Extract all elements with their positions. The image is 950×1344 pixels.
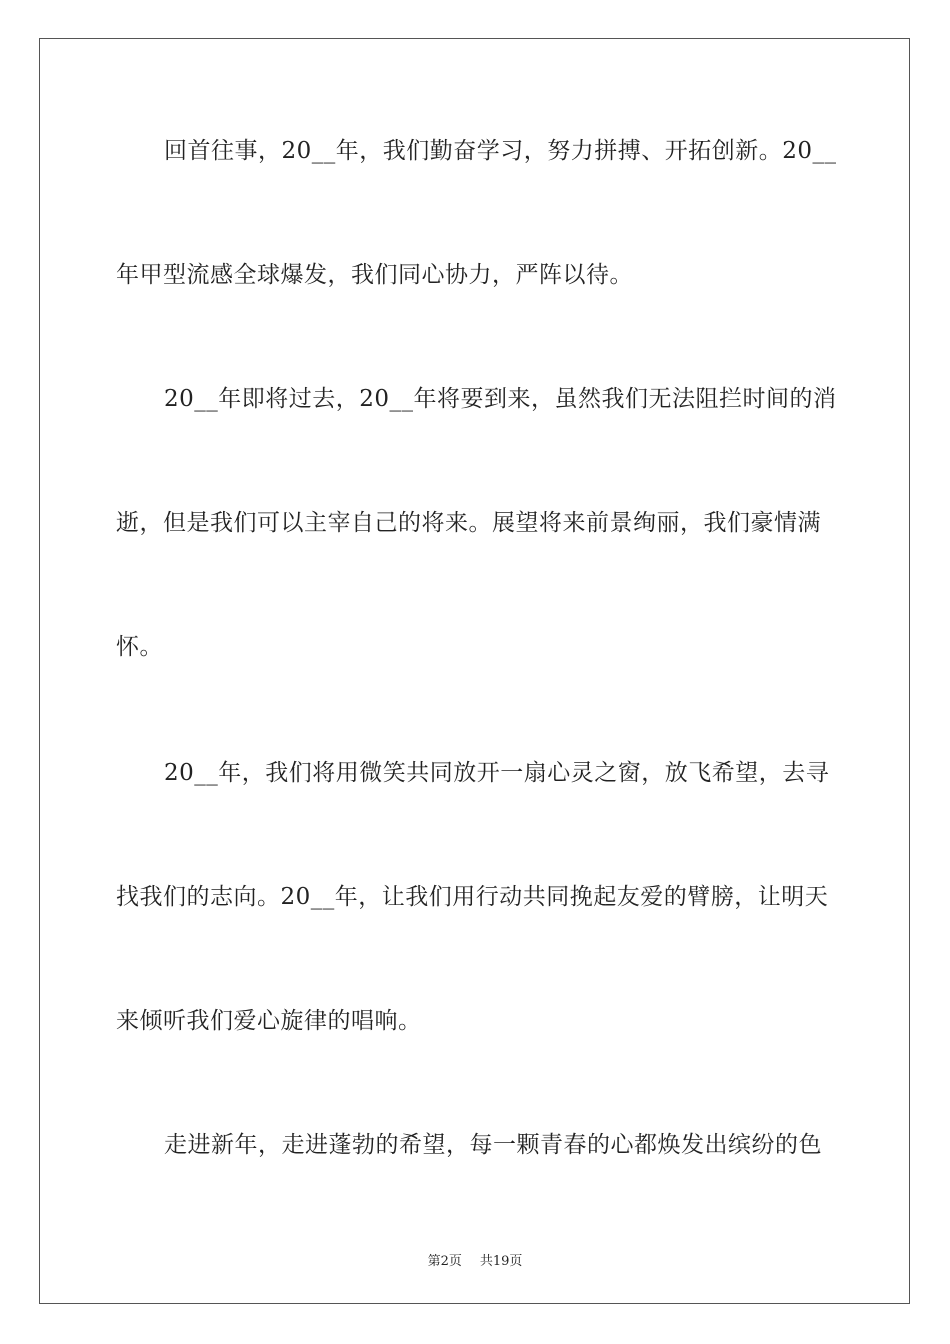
paragraph-line: 20__年，我们将用微笑共同放开一扇心灵之窗，放飞希望，去寻 — [164, 760, 830, 786]
paragraph-line: 回首往事，20__年，我们勤奋学习，努力拼搏、开拓创新。20__ — [164, 138, 837, 164]
paragraph-line: 20__年即将过去，20__年将要到来，虽然我们无法阻拦时间的消 — [164, 386, 837, 412]
paragraph-line: 找我们的志向。20__年，让我们用行动共同挽起友爱的臂膀，让明天 — [116, 884, 829, 910]
paragraph-line: 来倾听我们爱心旋律的唱响。 — [116, 1008, 422, 1034]
paragraph-line: 年甲型流感全球爆发，我们同心协力，严阵以待。 — [116, 262, 633, 288]
page-footer — [0, 1250, 950, 1269]
paragraph-line: 逝，但是我们可以主宰自己的将来。展望将来前景绚丽，我们豪情满 — [116, 510, 821, 536]
paragraph-line: 走进新年，走进蓬勃的希望，每一颗青春的心都焕发出缤纷的色 — [164, 1132, 822, 1158]
page-frame — [39, 38, 910, 1304]
page-total: 共19页 — [479, 1254, 523, 1269]
page-number: 第2页 — [427, 1254, 462, 1269]
paragraph-line: 怀。 — [116, 634, 163, 660]
